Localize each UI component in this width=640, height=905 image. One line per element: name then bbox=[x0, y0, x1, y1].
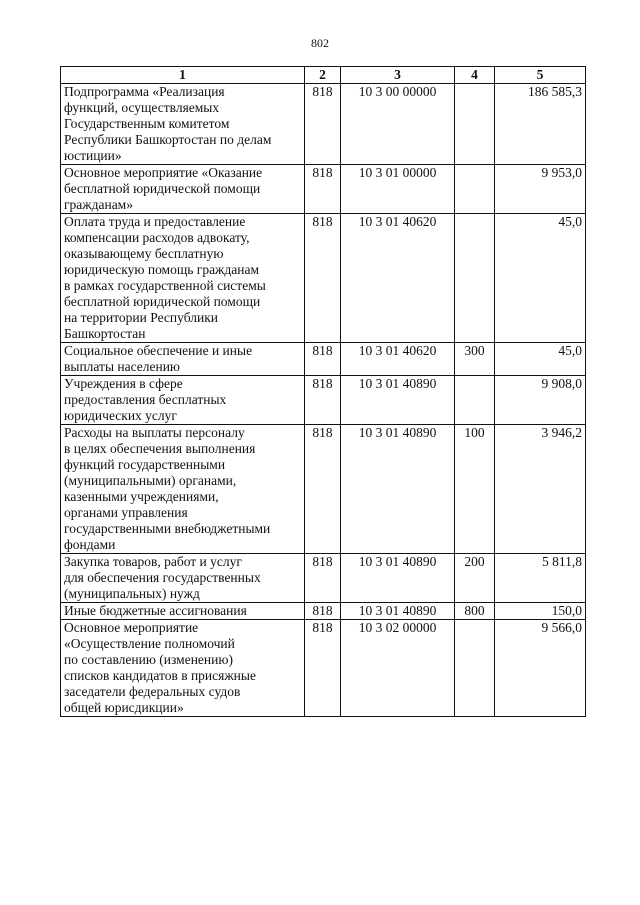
row-name bbox=[61, 554, 305, 603]
table-row bbox=[61, 84, 586, 165]
row-code: 10 3 01 40890 bbox=[341, 425, 455, 554]
row-name-line: в целях обеспечения выполнения bbox=[64, 441, 256, 456]
row-name-line: по составлению (изменению) bbox=[64, 652, 233, 667]
row-name-line: фондами bbox=[64, 537, 116, 552]
budget-table bbox=[60, 66, 586, 717]
row-name-line: предоставления бесплатных bbox=[64, 392, 227, 407]
row-name-line: государственными внебюджетными bbox=[64, 521, 271, 536]
row-name-line: юстиции» bbox=[64, 148, 122, 163]
row-code: 10 3 01 40890 bbox=[341, 376, 455, 425]
row-code: 10 3 01 40620 bbox=[341, 214, 455, 343]
row-amount: 3 946,2 bbox=[495, 425, 586, 554]
row-type: 800 bbox=[455, 603, 495, 620]
row-name-line: Закупка товаров, работ и услуг bbox=[64, 554, 242, 569]
row-name-line: «Осуществление полномочий bbox=[64, 636, 235, 651]
table-row bbox=[61, 425, 586, 554]
row-name-line: списков кандидатов в присяжные bbox=[64, 668, 256, 683]
row-name-line: функций, осуществляемых bbox=[64, 100, 220, 115]
table-row bbox=[61, 620, 586, 717]
row-name-line: Республики Башкортостан по делам bbox=[64, 132, 272, 147]
header-col-3: 3 bbox=[341, 67, 455, 84]
row-name-line: (муниципальными) органами, bbox=[64, 473, 237, 488]
row-name-line: Основное мероприятие «Оказание bbox=[64, 165, 263, 180]
table-row bbox=[61, 554, 586, 603]
row-code: 10 3 01 40620 bbox=[341, 343, 455, 376]
row-amount: 45,0 bbox=[495, 214, 586, 343]
row-name-line: Оплата труда и предоставление bbox=[64, 214, 246, 229]
row-amount: 9 566,0 bbox=[495, 620, 586, 717]
row-name-line: юридическую помощь гражданам bbox=[64, 262, 260, 277]
header-col-4: 4 bbox=[455, 67, 495, 84]
row-name-line: органами управления bbox=[64, 505, 188, 520]
row-name-line: Подпрограмма «Реализация bbox=[64, 84, 225, 99]
row-code: 10 3 01 00000 bbox=[341, 165, 455, 214]
row-amount: 186 585,3 bbox=[495, 84, 586, 165]
row-code: 10 3 02 00000 bbox=[341, 620, 455, 717]
row-type bbox=[455, 84, 495, 165]
row-type bbox=[455, 376, 495, 425]
row-amount: 5 811,8 bbox=[495, 554, 586, 603]
header-col-2: 2 bbox=[305, 67, 341, 84]
row-code: 10 3 01 40890 bbox=[341, 554, 455, 603]
row-name-line: заседатели федеральных судов bbox=[64, 684, 241, 699]
row-amount: 150,0 bbox=[495, 603, 586, 620]
row-name-line: гражданам» bbox=[64, 197, 133, 212]
row-code: 10 3 00 00000 bbox=[341, 84, 455, 165]
row-name-line: оказывающему бесплатную bbox=[64, 246, 224, 261]
row-name bbox=[61, 84, 305, 165]
row-name-line: компенсации расходов адвокату, bbox=[64, 230, 250, 245]
row-name-line: Учреждения в сфере bbox=[64, 376, 183, 391]
row-name-line: для обеспечения государственных bbox=[64, 570, 261, 585]
row-ved: 818 bbox=[305, 620, 341, 717]
row-name-line: в рамках государственной системы bbox=[64, 278, 266, 293]
row-type bbox=[455, 620, 495, 717]
row-name bbox=[61, 620, 305, 717]
row-name-line: Государственным комитетом bbox=[64, 116, 230, 131]
table-row bbox=[61, 603, 586, 620]
row-type: 100 bbox=[455, 425, 495, 554]
row-amount: 9 953,0 bbox=[495, 165, 586, 214]
row-name-line: бесплатной юридической помощи bbox=[64, 181, 261, 196]
table-row bbox=[61, 343, 586, 376]
row-name-line: функций государственными bbox=[64, 457, 226, 472]
row-code: 10 3 01 40890 bbox=[341, 603, 455, 620]
row-name-line: на территории Республики bbox=[64, 310, 218, 325]
header-col-5: 5 bbox=[495, 67, 586, 84]
header-col-1: 1 bbox=[61, 67, 305, 84]
row-type bbox=[455, 214, 495, 343]
table-row bbox=[61, 376, 586, 425]
row-name bbox=[61, 165, 305, 214]
row-ved: 818 bbox=[305, 425, 341, 554]
page-number: 802 bbox=[311, 36, 329, 50]
row-type bbox=[455, 165, 495, 214]
row-name bbox=[61, 376, 305, 425]
row-name-line: Расходы на выплаты персоналу bbox=[64, 425, 245, 440]
row-name-line: казенными учреждениями, bbox=[64, 489, 219, 504]
row-name bbox=[61, 603, 305, 620]
row-name-line: (муниципальных) нужд bbox=[64, 586, 200, 601]
row-ved: 818 bbox=[305, 554, 341, 603]
row-name-line: Основное мероприятие bbox=[64, 620, 199, 635]
row-name bbox=[61, 214, 305, 343]
row-name bbox=[61, 343, 305, 376]
row-type: 200 bbox=[455, 554, 495, 603]
row-name bbox=[61, 425, 305, 554]
table-row bbox=[61, 165, 586, 214]
row-type: 300 bbox=[455, 343, 495, 376]
table-row bbox=[61, 214, 586, 343]
row-ved: 818 bbox=[305, 376, 341, 425]
row-ved: 818 bbox=[305, 343, 341, 376]
row-ved: 818 bbox=[305, 214, 341, 343]
row-name-line: общей юрисдикции» bbox=[64, 700, 184, 715]
row-name-line: юридических услуг bbox=[64, 408, 177, 423]
row-name-line: Иные бюджетные ассигнования bbox=[64, 603, 247, 618]
row-name-line: Социальное обеспечение и иные bbox=[64, 343, 253, 358]
table-body bbox=[61, 84, 586, 717]
row-amount: 9 908,0 bbox=[495, 376, 586, 425]
header-row bbox=[61, 67, 586, 84]
row-ved: 818 bbox=[305, 165, 341, 214]
row-amount: 45,0 bbox=[495, 343, 586, 376]
row-name-line: бесплатной юридической помощи bbox=[64, 294, 261, 309]
row-name-line: выплаты населению bbox=[64, 359, 181, 374]
row-ved: 818 bbox=[305, 84, 341, 165]
row-name-line: Башкортостан bbox=[64, 326, 146, 341]
row-ved: 818 bbox=[305, 603, 341, 620]
